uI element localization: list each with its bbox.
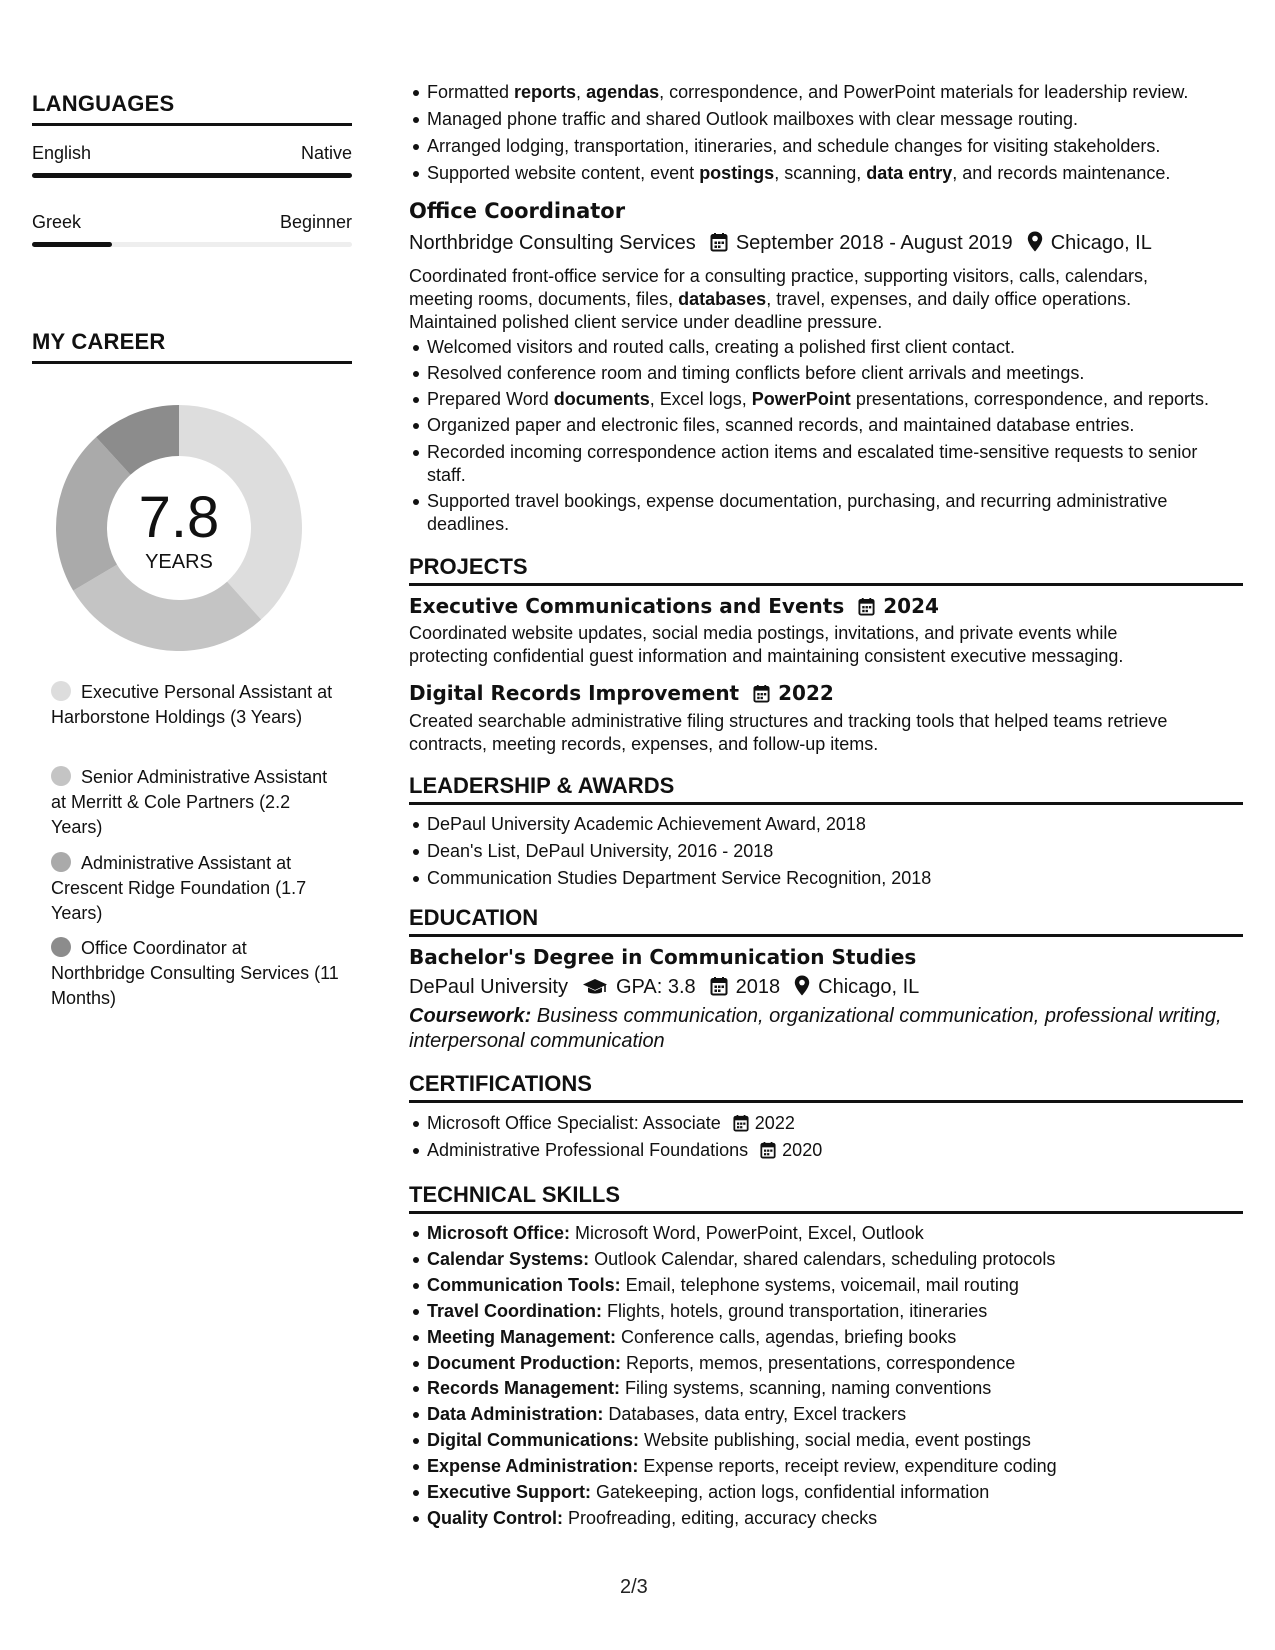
skill-label: Microsoft Office: <box>427 1223 571 1243</box>
skill-value: Website publishing, social media, event postings <box>639 1430 1031 1451</box>
language-level: Beginner <box>279 212 352 232</box>
legend-label: Administrative Assistant at Crescent Ridge Foundation (1.7 Years) <box>51 853 307 923</box>
skill-item <box>427 1480 1243 1504</box>
skill-label: Travel Coordination: <box>427 1300 603 1321</box>
skill-value: Conference calls, agendas, briefing books <box>616 1326 957 1347</box>
skill-item <box>427 1221 1243 1245</box>
language-item <box>32 143 352 178</box>
languages-title: LANGUAGES <box>32 91 175 116</box>
bold-run: data entry <box>866 163 953 183</box>
certification-name: Microsoft Office Specialist: Associate <box>427 1113 721 1133</box>
location-pin-icon <box>794 975 810 996</box>
skill-label: Quality Control: <box>427 1507 563 1528</box>
bullet-line: deadlines. <box>427 514 510 534</box>
calendar-icon <box>733 1114 749 1132</box>
job-bullet <box>427 413 1243 437</box>
bullet-line: Welcomed visitors and routed calls, creating a polished first client contact. <box>427 337 1015 357</box>
skill-item <box>427 1428 1243 1452</box>
skill-label: Digital Communications: <box>427 1430 640 1451</box>
legend-label: Office Coordinator at Northbridge Consulting Services (11 Months) <box>51 938 339 1008</box>
leadership-title: LEADERSHIP & AWARDS <box>409 773 675 798</box>
education-meta <box>409 975 1243 999</box>
legend-dot <box>51 681 71 701</box>
skill-label: Executive Support: <box>427 1482 592 1502</box>
experience-bullet: Formatted reports, agendas, correspondence, and PowerPoint materials for leadership review. <box>427 80 1243 104</box>
award-item: Communication Studies Department Service Recognition, 2018 <box>427 866 1243 890</box>
languages-section <box>32 91 352 126</box>
project-heading <box>409 681 1243 705</box>
career-rule <box>32 361 352 364</box>
skill-label: Meeting Management: <box>427 1326 617 1347</box>
career-section <box>32 329 352 364</box>
bullet-line: Supported travel bookings, expense documentation, purchasing, and recurring administrative <box>427 491 1168 511</box>
project-name: Digital Records Improvement <box>409 681 740 705</box>
skill-label: Data Administration: <box>427 1404 604 1425</box>
degree-title: Bachelor's Degree in Communication Studies <box>409 945 917 969</box>
career-total-unit: YEARS <box>145 551 213 573</box>
skill-item <box>427 1325 1243 1349</box>
legend-dot <box>51 766 71 786</box>
job-summary-line: Coordinated front-office service for a consulting practice, supporting visitors, calls, calendars, <box>409 266 1149 286</box>
coursework <box>409 1004 1243 1054</box>
bold-run: documents <box>553 389 650 409</box>
experience-bullet: Managed phone traffic and shared Outlook mailboxes with clear message routing. <box>427 107 1243 131</box>
calendar-icon <box>710 976 728 996</box>
bold-run: databases <box>678 289 767 309</box>
career-legend-item <box>51 936 341 1011</box>
bold-run: agendas <box>586 82 660 102</box>
award-item: DePaul University Academic Achievement Award, 2018 <box>427 812 1243 836</box>
job-bullet <box>427 387 1243 411</box>
skill-label: Communication Tools: <box>427 1274 621 1295</box>
languages-rule <box>32 123 352 126</box>
bold-run: postings <box>699 163 775 183</box>
legend-dot <box>51 852 71 872</box>
page-number: 2/3 <box>620 1576 648 1598</box>
education-title: EDUCATION <box>409 905 539 930</box>
project-year: 2024 <box>883 594 939 618</box>
education-rule <box>409 934 1243 937</box>
skill-value: Databases, data entry, Excel trackers <box>603 1404 907 1425</box>
skill-value: Proofreading, editing, accuracy checks <box>563 1507 878 1528</box>
skill-item <box>427 1506 1243 1530</box>
skill-label: Expense Administration: <box>427 1456 639 1477</box>
school-location: Chicago, IL <box>818 976 920 998</box>
career-legend-item <box>51 680 341 730</box>
coursework-text: Business communication, organizational communication, professional writing, interpersonal communication <box>409 1005 1222 1052</box>
skill-item <box>427 1454 1243 1478</box>
skills-rule <box>409 1211 1243 1214</box>
career-donut-chart <box>56 405 302 651</box>
language-name: English <box>32 143 92 163</box>
project-description-line: Created searchable administrative filing structures and tracking tools that helped teams retrieve <box>409 711 1168 731</box>
career-legend-item <box>51 851 341 926</box>
calendar-icon <box>710 232 728 252</box>
bullet-line: Prepared Word documents, Excel logs, PowerPoint presentations, correspondence, and reports. <box>427 389 1210 409</box>
language-proficiency-fill <box>32 173 352 178</box>
job-meta <box>409 231 1243 255</box>
certification-item <box>427 1111 1243 1135</box>
skill-value: Gatekeeping, action logs, confidential information <box>591 1482 990 1502</box>
language-level: Native <box>300 143 352 163</box>
job-company: Northbridge Consulting Services <box>409 232 696 254</box>
job-summary-line: Maintained polished client service under deadline pressure. <box>409 312 883 332</box>
experience-bullet: Arranged lodging, transportation, itineraries, and schedule changes for visiting stakeholders. <box>427 134 1243 158</box>
gpa: GPA: 3.8 <box>615 976 696 998</box>
award-item: Dean's List, DePaul University, 2016 - 2018 <box>427 839 1243 863</box>
bold-run: PowerPoint <box>751 389 851 409</box>
project-year: 2022 <box>778 681 834 705</box>
project-description-line: protecting confidential guest information and maintaining consistent executive messaging. <box>409 646 1124 666</box>
skill-item <box>427 1299 1243 1323</box>
job-bullet <box>427 361 1243 385</box>
calendar-icon <box>760 1141 776 1159</box>
bullet-line: Organized paper and electronic files, scanned records, and maintained database entries. <box>427 415 1135 435</box>
graduation-cap-icon <box>582 978 608 996</box>
bullet-line: staff. <box>427 465 466 485</box>
calendar-icon <box>858 597 875 616</box>
bullet-line: Resolved conference room and timing conflicts before client arrivals and meetings. <box>427 363 1085 383</box>
coursework-label: Coursework: <box>409 1005 532 1027</box>
legend-label: Executive Personal Assistant at Harborstone Holdings (3 Years) <box>51 682 333 727</box>
skills-title: TECHNICAL SKILLS <box>409 1182 621 1207</box>
bullet-line: Recorded incoming correspondence action items and escalated time-sensitive requests to senior <box>427 442 1198 462</box>
skill-value: Expense reports, receipt review, expenditure coding <box>638 1456 1057 1477</box>
project-description-line: Coordinated website updates, social media postings, invitations, and private events while <box>409 623 1118 643</box>
job-location: Chicago, IL <box>1050 232 1152 254</box>
experience-bullet: Supported website content, event postings, scanning, data entry, and records maintenance. <box>427 161 1243 185</box>
skill-item <box>427 1402 1243 1426</box>
certification-year: 2022 <box>754 1113 795 1133</box>
skill-label: Document Production: <box>427 1352 621 1373</box>
project-name: Executive Communications and Events <box>409 594 845 618</box>
graduation-year: 2018 <box>735 976 781 998</box>
skill-value: Email, telephone systems, voicemail, mail routing <box>620 1274 1019 1295</box>
certification-item <box>427 1138 1243 1162</box>
job-summary-line: meeting rooms, documents, files, databases, travel, expenses, and daily office operations. <box>409 289 1132 309</box>
project-heading <box>409 594 1243 618</box>
skill-item <box>427 1273 1243 1297</box>
school-name: DePaul University <box>409 976 568 998</box>
project-description-line: contracts, meeting records, expenses, and follow-up items. <box>409 734 879 754</box>
certifications-title: CERTIFICATIONS <box>409 1071 592 1096</box>
skill-label: Records Management: <box>427 1378 621 1399</box>
language-proficiency-bar <box>32 173 352 178</box>
job-bullet <box>427 489 1243 536</box>
language-name: Greek <box>32 212 82 232</box>
projects-rule <box>409 583 1243 586</box>
career-title: MY CAREER <box>32 329 166 354</box>
legend-dot <box>51 937 71 957</box>
certification-name: Administrative Professional Foundations <box>427 1140 749 1160</box>
location-pin-icon <box>1027 231 1043 252</box>
skill-item <box>427 1247 1243 1271</box>
certification-year: 2020 <box>782 1140 823 1160</box>
skill-value: Filing systems, scanning, naming conventions <box>620 1378 992 1399</box>
language-proficiency-fill <box>32 242 112 247</box>
language-proficiency-bar <box>32 242 352 247</box>
bold-run: reports <box>514 82 577 102</box>
job-bullet <box>427 335 1243 359</box>
projects-title: PROJECTS <box>409 554 528 579</box>
skill-value: Flights, hotels, ground transportation, itineraries <box>602 1300 988 1321</box>
leadership-rule <box>409 802 1243 805</box>
skill-item <box>427 1351 1243 1375</box>
language-item <box>32 212 352 247</box>
job-title: Office Coordinator <box>409 199 626 223</box>
job-bullet <box>427 440 1243 487</box>
skill-value: Reports, memos, presentations, correspondence <box>621 1352 1016 1373</box>
skill-label: Calendar Systems: <box>427 1248 590 1269</box>
skill-value: Outlook Calendar, shared calendars, scheduling protocols <box>589 1248 1056 1269</box>
calendar-icon <box>753 684 770 703</box>
certifications-rule <box>409 1100 1243 1103</box>
job-dates: September 2018 - August 2019 <box>735 232 1013 254</box>
legend-label: Senior Administrative Assistant at Merritt & Cole Partners (2.2 Years) <box>51 767 328 837</box>
career-legend-item <box>51 765 341 840</box>
skill-value: Microsoft Word, PowerPoint, Excel, Outlook <box>570 1223 924 1243</box>
career-total-value: 7.8 <box>138 485 220 550</box>
skill-item <box>427 1376 1243 1400</box>
